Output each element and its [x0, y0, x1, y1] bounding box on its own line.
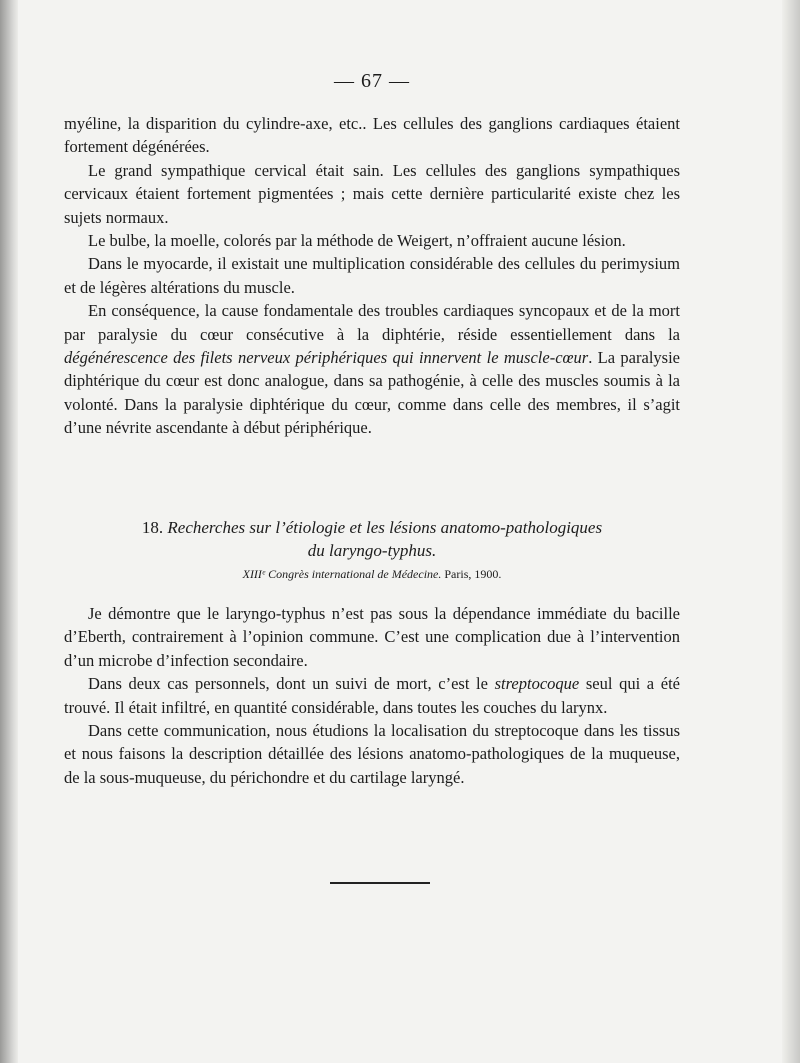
- paragraph-5-emphasis: dégénérescence des filets nerveux périphériques qui innervent le muscle-cœur: [64, 348, 589, 368]
- paragraph-7: [64, 672, 680, 719]
- citation-congress: XIIIᵉ Congrès international de Médecine.: [242, 567, 442, 581]
- body-text-block-1: [64, 112, 680, 440]
- paragraph-5: [64, 299, 680, 439]
- page-number: — 67 —: [334, 70, 410, 92]
- paragraph-3: Le bulbe, la moelle, colorés par la méthode de Weigert, n’offraient aucune lésion.: [88, 231, 626, 251]
- scan-right-edge: [782, 0, 800, 1063]
- section-title-line-2: du laryngo-typhus.: [307, 541, 437, 560]
- paragraph-8: Dans cette communication, nous étudions la localisation du streptocoque dans les tissus et nous faisons la description détaillée des lésions anatomo-pathologiques de la muqueuse, de la sous-muqueuse, du périchondre et du cartilage laryngé.: [64, 721, 680, 787]
- paragraph-1: myéline, la disparition du cylindre-axe, etc.. Les cellules des ganglions cardiaques étaient fortement dégénérées.: [64, 114, 680, 157]
- paragraph-7-emphasis: streptocoque: [494, 674, 580, 694]
- paragraph-2: Le grand sympathique cervical était sain. Les cellules des ganglions sympathiques cervicaux étaient fortement pigmentées ; mais cette dernière particularité existe chez les sujets normaux.: [64, 160, 680, 227]
- scan-left-edge: [0, 0, 18, 1063]
- section-citation: [64, 567, 680, 582]
- paragraph-6: Je démontre que le laryngo-typhus n’est pas sous la dépendance immédiate du bacille d’Eberth, contrairement à l’opinion commune. C’est une complication due à l’intervention d’un microbe d’infection secondaire.: [64, 604, 680, 670]
- paragraph-7-text-a: Dans deux cas personnels, dont un suivi de mort, c’est le: [88, 674, 495, 694]
- section-title-line-1: Recherches sur l’étiologie et les lésions anatomo-pathologiques: [167, 518, 603, 537]
- document-page: [64, 0, 680, 1063]
- end-rule: [330, 882, 430, 884]
- paragraph-7-text-b: seul qui a été trouvé. Il était infiltré, en quantité considérable, dans toutes les couches du larynx.: [64, 674, 681, 717]
- paragraph-5-text-a: En conséquence, la cause fondamentale des troubles cardiaques syncopaux et de la mort par paralysie du cœur consécutive à la diphtérie, réside essentiellement dans la: [64, 301, 680, 344]
- section-number: 18.: [141, 518, 164, 537]
- citation-place-year: Paris, 1900.: [441, 567, 502, 581]
- section-heading-line-1: [64, 516, 680, 539]
- section-heading: [64, 516, 680, 562]
- body-text-block-2: [64, 602, 680, 789]
- paragraph-5-text-b: . La paralysie diphtérique du cœur est donc analogue, dans sa pathogénie, à celle des muscles soumis à la volonté. Dans la paralysie diphtérique du cœur, comme dans celle des membres, il s’agit d’une névrite ascendante à début périphérique.: [64, 348, 680, 438]
- paragraph-4: Dans le myocarde, il existait une multiplication considérable des cellules du perimysium et de légères altérations du muscle.: [64, 254, 680, 297]
